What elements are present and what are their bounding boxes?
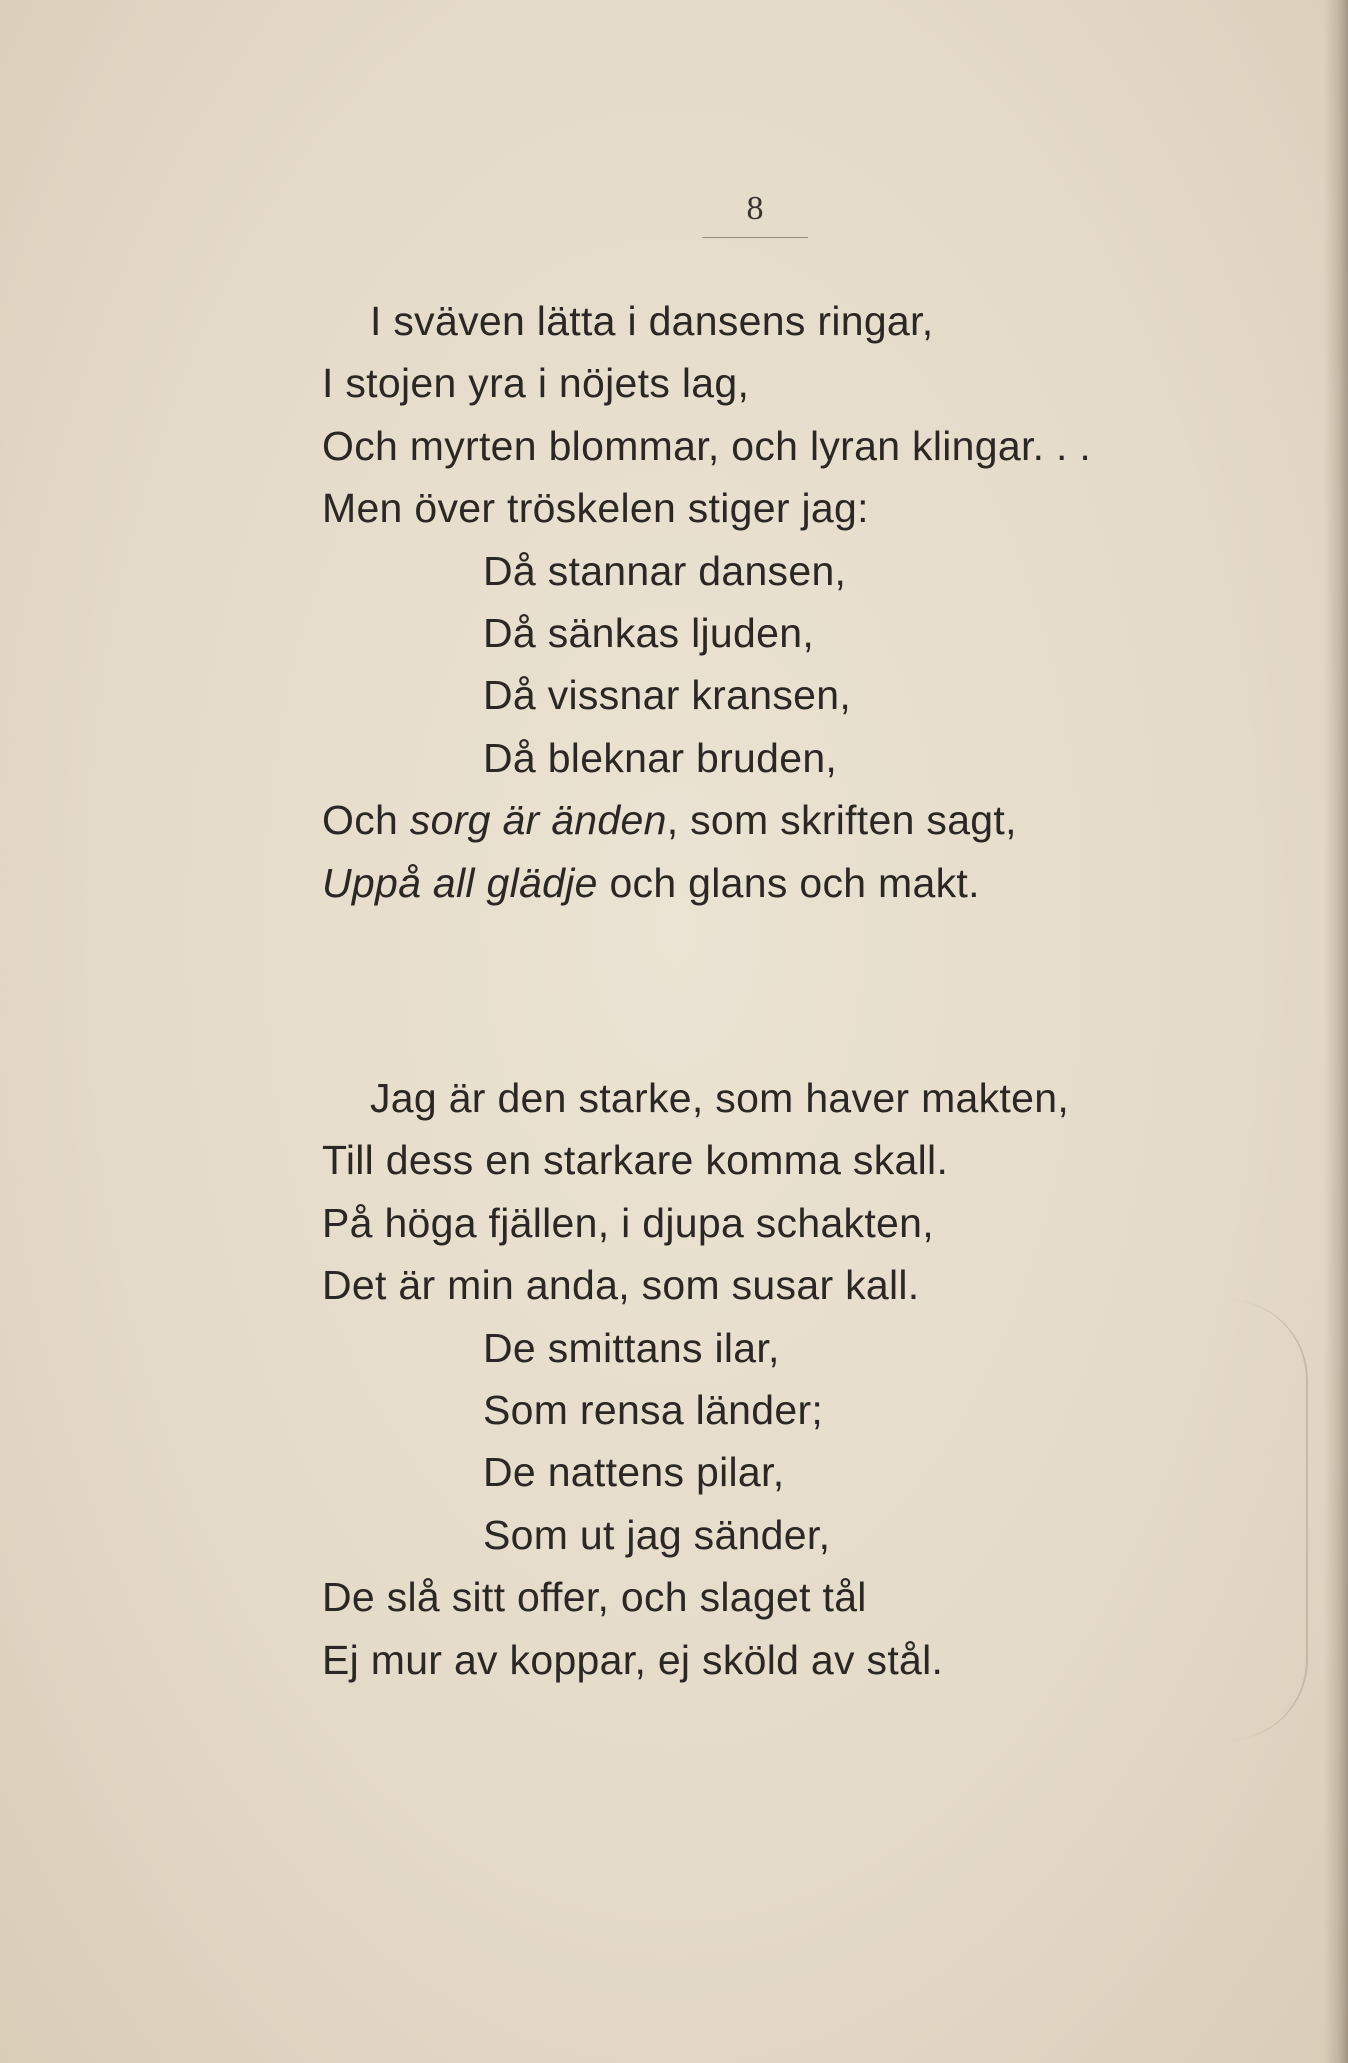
line-text: På höga fjällen, i djupa schakten, (322, 1199, 934, 1246)
line-text: och glans och makt. (597, 859, 980, 906)
line-text: Det är min anda, som susar kall. (322, 1262, 920, 1309)
poem-line (0, 1317, 1348, 1379)
poem-line (0, 602, 1348, 664)
poem-line (0, 1067, 1348, 1129)
poem-line (0, 1629, 1348, 1691)
poem-line (0, 1504, 1348, 1566)
line-text: Då stannar dansen, (483, 547, 847, 594)
line-text: Och myrten blommar, och lyran klingar. . . (322, 422, 1092, 469)
line-text: I sväven lätta i dansens ringar, (370, 298, 934, 344)
page-number: 8 (746, 190, 764, 227)
poem-line (0, 1566, 1348, 1628)
poem-line (0, 664, 1348, 726)
line-text: Som ut jag sänder, (483, 1511, 831, 1558)
line-text: De nattens pilar, (483, 1449, 785, 1496)
poem-line (0, 290, 1348, 352)
poem-line (0, 352, 1348, 414)
italic-phrase: sorg är änden (409, 797, 667, 844)
poem-line (0, 1379, 1348, 1441)
stanza-2 (0, 1067, 1348, 1691)
line-text: I stojen yra i nöjets lag, (322, 360, 750, 407)
line-text: , som skriften sagt, (666, 797, 1017, 844)
line-text: Men över tröskelen stiger jag: (322, 485, 869, 532)
poem-line (0, 415, 1348, 477)
line-text: Jag är den starke, som haver makten, (370, 1075, 1070, 1121)
stanza-1 (0, 290, 1348, 914)
line-text: Då sänkas ljuden, (483, 609, 815, 656)
poem-line (0, 727, 1348, 789)
line-text: Till dess en starkare komma skall. (322, 1137, 949, 1184)
poem-line (0, 1129, 1348, 1191)
line-text: Då bleknar bruden, (483, 734, 838, 781)
line-text: Som rensa länder; (483, 1386, 824, 1433)
poem-line (0, 1192, 1348, 1254)
line-text: De smittans ilar, (483, 1324, 780, 1371)
poem-line (0, 1254, 1348, 1316)
poem-line (0, 1441, 1348, 1503)
line-text: Och (322, 797, 410, 844)
poem-line (0, 852, 1348, 914)
page-number-rule (702, 237, 808, 238)
italic-phrase: Uppå all glädje (322, 859, 598, 906)
line-text: Då vissnar kransen, (483, 672, 852, 719)
poem-line (0, 477, 1348, 539)
poem-line (0, 540, 1348, 602)
line-text: Ej mur av koppar, ej sköld av stål. (322, 1636, 944, 1683)
line-text: De slå sitt offer, och slaget tål (322, 1574, 867, 1621)
poem-line (0, 789, 1348, 851)
